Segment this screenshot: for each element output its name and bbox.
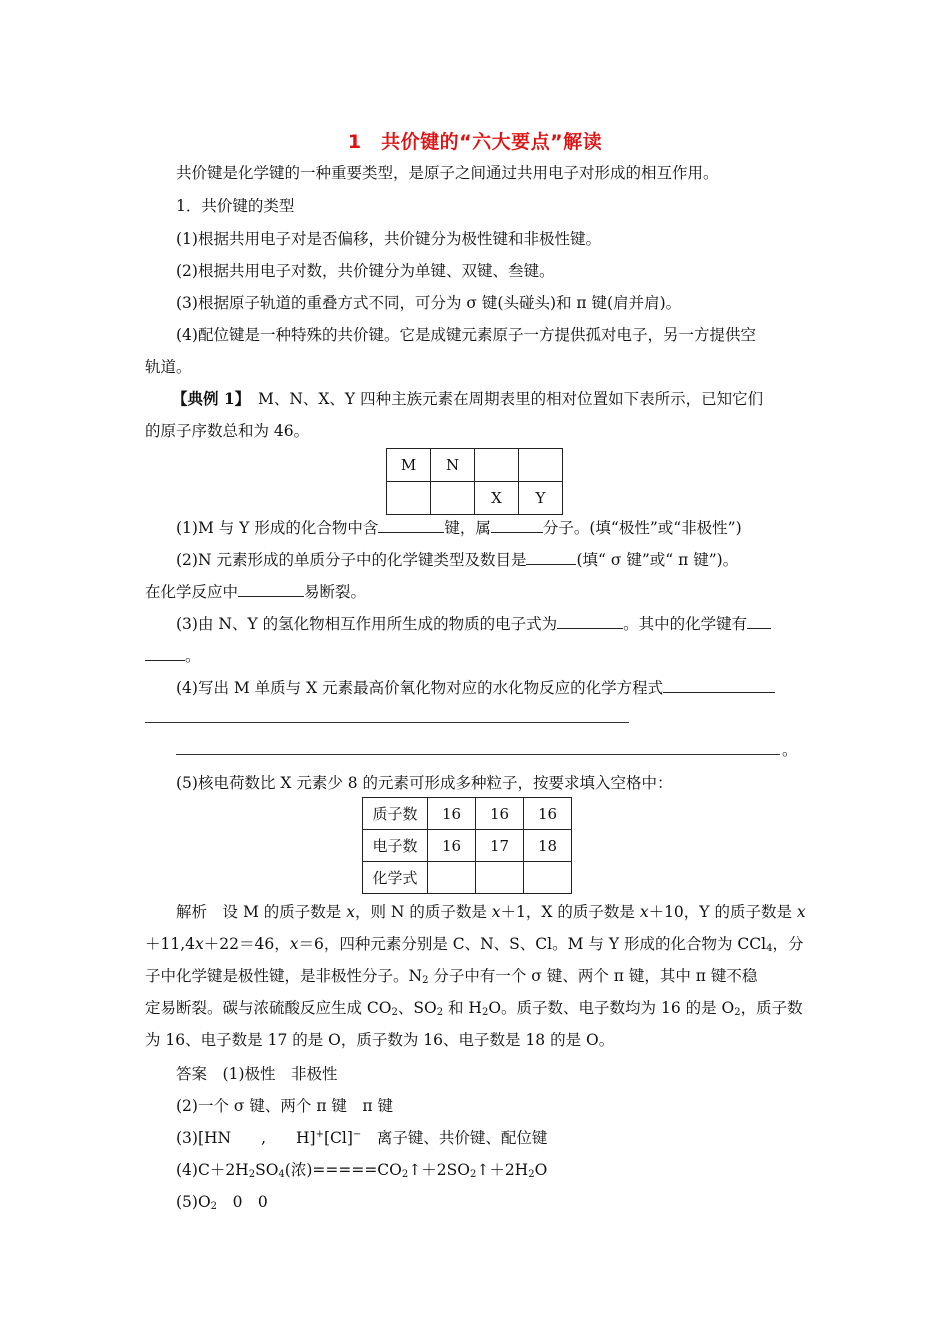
analysis-text: ＋22＝46， xyxy=(203,935,290,953)
answer-text: ↑＋2H xyxy=(476,1161,529,1179)
answer-blank[interactable] xyxy=(747,614,771,629)
answer-text: H] xyxy=(296,1129,316,1147)
subscript: 2 xyxy=(401,1169,409,1180)
example-text-2: 的原子序数总和为 46。 xyxy=(145,422,310,440)
analysis-text: ＋11,4 xyxy=(145,935,196,953)
answer-cell[interactable] xyxy=(476,862,524,894)
analysis-line-4 xyxy=(145,998,803,1018)
variable-x: x xyxy=(639,903,649,921)
question-4-text: (4)写出 M 单质与 X 元素最高价氧化物对应的水化物反应的化学方程式 xyxy=(176,679,664,697)
answer-blank[interactable] xyxy=(557,614,623,629)
question-3-cont xyxy=(145,646,201,666)
answer-blank[interactable] xyxy=(378,518,444,533)
row-header: 化学式 xyxy=(363,862,428,894)
table-cell: 17 xyxy=(476,830,524,862)
analysis-line-1 xyxy=(176,902,806,922)
answer-text: , xyxy=(261,1129,267,1147)
answer-label: 答案 xyxy=(176,1065,208,1083)
answer-text: (4)C＋2H xyxy=(176,1161,249,1179)
variable-x: x xyxy=(289,935,299,953)
analysis-text: 设 M 的质子数是 xyxy=(222,903,347,921)
table-cell xyxy=(431,482,475,515)
table-cell: 18 xyxy=(524,830,572,862)
question-4-end: 。 xyxy=(782,741,798,759)
answer-cell[interactable] xyxy=(428,862,476,894)
analysis-text: ＝6，四种元素分别是 C、N、S、Cl。M 与 Y 形成的化合物为 CCl xyxy=(298,935,767,953)
particle-table xyxy=(362,797,572,894)
analysis-text: 定易断裂。碳与浓硫酸反应生成 CO xyxy=(145,999,392,1017)
example-label: 【典例 1】 xyxy=(172,389,243,408)
variable-x: x xyxy=(195,935,204,953)
example-text-1: M、N、X、Y 四种主族元素在周期表里的相对位置如下表所示，已知它们 xyxy=(257,390,764,408)
subscript: 2 xyxy=(436,1007,444,1018)
answer-1: (1)极性 非极性 xyxy=(222,1065,338,1083)
answer-blank[interactable] xyxy=(238,582,304,597)
answer-2: (2)一个 σ 键、两个 π 键 π 键 xyxy=(176,1097,394,1115)
question-2 xyxy=(176,550,738,570)
question-2-cont xyxy=(145,582,366,602)
answer-3 xyxy=(176,1128,547,1148)
answer-4 xyxy=(176,1160,547,1180)
answer-heading xyxy=(176,1064,338,1084)
type-item-4: (4)配位键是一种特殊的共价键。它是成键元素原子一方提供孤对电子，另一方提供空 xyxy=(176,326,756,344)
section-heading: 1．共价键的类型 xyxy=(176,197,295,215)
table-cell: M xyxy=(387,449,431,482)
type-item-2: (2)根据共用电子对数，共价键分为单键、双键、叁键。 xyxy=(176,262,555,280)
question-1 xyxy=(176,518,742,538)
question-2-text: (2)N 元素形成的单质分子中的化学键类型及数目是 xyxy=(176,551,527,569)
subscript: 2 xyxy=(528,1169,535,1180)
answer-text: [Cl] xyxy=(324,1129,353,1147)
analysis-text: ＋1，X 的质子数是 xyxy=(500,903,640,921)
question-2-text: (填“ σ 键”或“ π 键”)。 xyxy=(576,551,739,569)
subscript: 2 xyxy=(469,1169,477,1180)
analysis-text: 分子中有一个 σ 键、两个 π 键，其中 π 键不稳 xyxy=(428,967,758,985)
analysis-line-5: 为 16、电子数是 17 的是 O，质子数为 16、电子数是 18 的是 O。 xyxy=(145,1031,615,1049)
subscript: 2 xyxy=(481,1007,489,1018)
table-cell: 16 xyxy=(476,798,524,830)
answer-text: ↑＋2SO xyxy=(408,1161,470,1179)
periodic-position-table xyxy=(386,448,563,515)
table-cell xyxy=(475,449,519,482)
variable-x: x xyxy=(491,903,501,921)
analysis-text: ＋10，Y 的质子数是 xyxy=(648,903,797,921)
analysis-label: 解析 xyxy=(176,903,208,921)
answer-text: 0 0 xyxy=(232,1193,268,1211)
answer-text: (3)[HN xyxy=(176,1129,232,1147)
analysis-text: ，质子数 xyxy=(740,999,803,1017)
answer-line[interactable] xyxy=(176,754,780,755)
superscript: + xyxy=(315,1129,324,1140)
answer-line[interactable] xyxy=(145,722,629,723)
table-cell: 16 xyxy=(428,830,476,862)
variable-x: x xyxy=(346,903,355,921)
table-cell xyxy=(519,449,563,482)
row-header: 质子数 xyxy=(363,798,428,830)
answer-text: (5)O xyxy=(176,1193,211,1211)
analysis-text: O。质子数、电子数均为 16 的是 O xyxy=(488,999,735,1017)
question-1-text: 分子。(填“极性”或“非极性”) xyxy=(542,519,742,537)
answer-text: O xyxy=(534,1161,548,1179)
subscript: 2 xyxy=(210,1201,218,1212)
answer-5 xyxy=(176,1192,268,1212)
question-2-text: 易断裂。 xyxy=(304,583,367,601)
subscript: 4 xyxy=(766,943,773,954)
answer-blank[interactable] xyxy=(491,518,543,533)
answer-text: 离子键、共价键、配位键 xyxy=(376,1129,548,1147)
answer-text: (浓)=====CO xyxy=(284,1161,402,1179)
table-cell: N xyxy=(431,449,475,482)
answer-blank[interactable] xyxy=(145,646,185,661)
type-item-1: (1)根据共用电子对是否偏移，共价键分为极性键和非极性键。 xyxy=(176,230,601,248)
table-cell: Y xyxy=(519,482,563,515)
page-title: 1 共价键的“六大要点”解读 xyxy=(347,131,603,153)
question-3-text: 。 xyxy=(185,647,201,665)
question-1-text: 键，属 xyxy=(444,519,491,537)
variable-x: x xyxy=(796,903,806,921)
table-cell: X xyxy=(475,482,519,515)
intro-paragraph: 共价键是化学键的一种重要类型，是原子之间通过共用电子对形成的相互作用。 xyxy=(176,164,719,182)
analysis-text: 、SO xyxy=(397,999,437,1017)
question-3-text: (3)由 N、Y 的氢化物相互作用所生成的物质的电子式为 xyxy=(176,615,558,633)
subscript: 2 xyxy=(422,975,429,986)
answer-blank[interactable] xyxy=(663,678,775,693)
example-intro xyxy=(172,389,763,409)
analysis-text: ，则 N 的质子数是 xyxy=(354,903,492,921)
analysis-line-2 xyxy=(145,934,804,954)
question-3 xyxy=(176,614,771,634)
question-2-text: 在化学反应中 xyxy=(145,583,239,601)
table-cell xyxy=(387,482,431,515)
analysis-text: 子中化学键是极性键，是非极性分子。N xyxy=(145,967,423,985)
analysis-text: ，分 xyxy=(772,935,804,953)
subscript: 2 xyxy=(248,1169,256,1180)
superscript: − xyxy=(352,1129,362,1140)
type-item-4-cont: 轨道。 xyxy=(145,358,192,376)
table-cell: 16 xyxy=(428,798,476,830)
answer-blank[interactable] xyxy=(526,550,576,565)
subscript: 2 xyxy=(391,1007,398,1018)
question-1-text: (1)M 与 Y 形成的化合物中含 xyxy=(176,519,379,537)
question-5: (5)核电荷数比 X 元素少 8 的元素可形成多种粒子，按要求填入空格中： xyxy=(176,774,673,792)
row-header: 电子数 xyxy=(363,830,428,862)
table-cell: 16 xyxy=(524,798,572,830)
type-item-3: (3)根据原子轨道的重叠方式不同，可分为 σ 键(头碰头)和 π 键(肩并肩)。 xyxy=(176,294,682,312)
analysis-line-3 xyxy=(145,966,757,986)
answer-cell[interactable] xyxy=(524,862,572,894)
answer-text: SO xyxy=(255,1161,279,1179)
subscript: 2 xyxy=(734,1007,741,1018)
question-3-text: 。其中的化学键有 xyxy=(623,615,748,633)
question-4 xyxy=(176,678,775,698)
subscript: 4 xyxy=(278,1169,285,1180)
analysis-text: 和 H xyxy=(443,999,482,1017)
